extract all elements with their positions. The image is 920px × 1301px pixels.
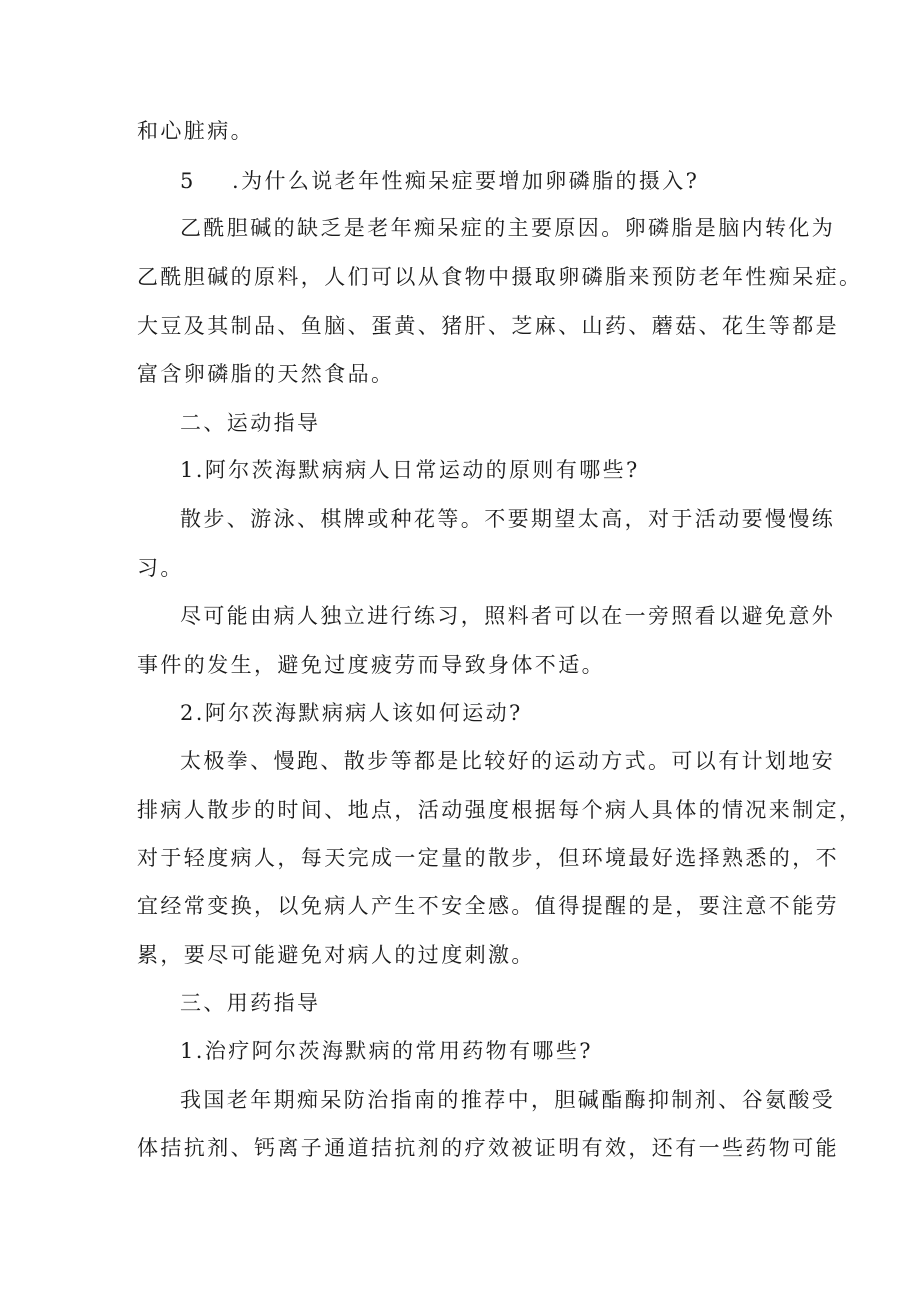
text-line: 事件的发生，避免过度疲劳而导致身体不适。 — [137, 653, 605, 677]
text-line: 尽可能由病人独立进行练习，照料者可以在一旁照看以避免意外 — [180, 604, 836, 628]
text-line: 我国老年期痴呆防治指南的推荐中，胆碱酯酶抑制剂、谷氨酸受 — [180, 1088, 836, 1112]
text-line: 累，要尽可能避免对病人的过度刺激。 — [137, 943, 535, 967]
section-heading: 三、用药指导 — [180, 991, 321, 1015]
text-line: 大豆及其制品、鱼脑、蛋黄、猪肝、芝麻、山药、蘑菇、花生等都是 — [137, 314, 839, 338]
question-text: .为什么说老年性痴呆症要增加卵磷脂的摄入? — [232, 169, 700, 193]
question-heading: 1.治疗阿尔茨海默病的常用药物有哪些? — [180, 1039, 593, 1063]
text-line: 宜经常变换，以免病人产生不安全感。值得提醒的是，要注意不能劳 — [137, 894, 839, 918]
question-number: 5 — [180, 169, 196, 193]
text-line: 排病人散步的时间、地点，活动强度根据每个病人具体的情况来制定， — [137, 798, 863, 822]
question-heading: 1.阿尔茨海默病病人日常运动的原则有哪些? — [180, 458, 640, 482]
text-line: 富含卵磷脂的天然食品。 — [137, 362, 395, 386]
text-line: 和心脏病。 — [137, 119, 254, 143]
text-line: 散步、游泳、棋牌或种花等。不要期望太高，对于活动要慢慢练 — [180, 507, 836, 531]
section-heading: 二、运动指导 — [180, 411, 321, 435]
text-line: 太极拳、慢跑、散步等都是比较好的运动方式。可以有计划地安 — [180, 749, 836, 773]
text-line: 乙酰胆碱的缺乏是老年痴呆症的主要原因。卵磷脂是脑内转化为 — [180, 216, 836, 240]
text-line: 体拮抗剂、钙离子通道拮抗剂的疗效被证明有效，还有一些药物可能 — [137, 1136, 839, 1160]
question-heading: 2.阿尔茨海默病病人该如何运动? — [180, 701, 523, 725]
text-line: 对于轻度病人，每天完成一定量的散步，但环境最好选择熟悉的，不 — [137, 846, 839, 870]
text-line: 乙酰胆碱的原料，人们可以从食物中摄取卵磷脂来预防老年性痴呆症。 — [137, 265, 863, 289]
text-line: 习。 — [137, 556, 184, 580]
question-5-heading — [180, 166, 699, 196]
